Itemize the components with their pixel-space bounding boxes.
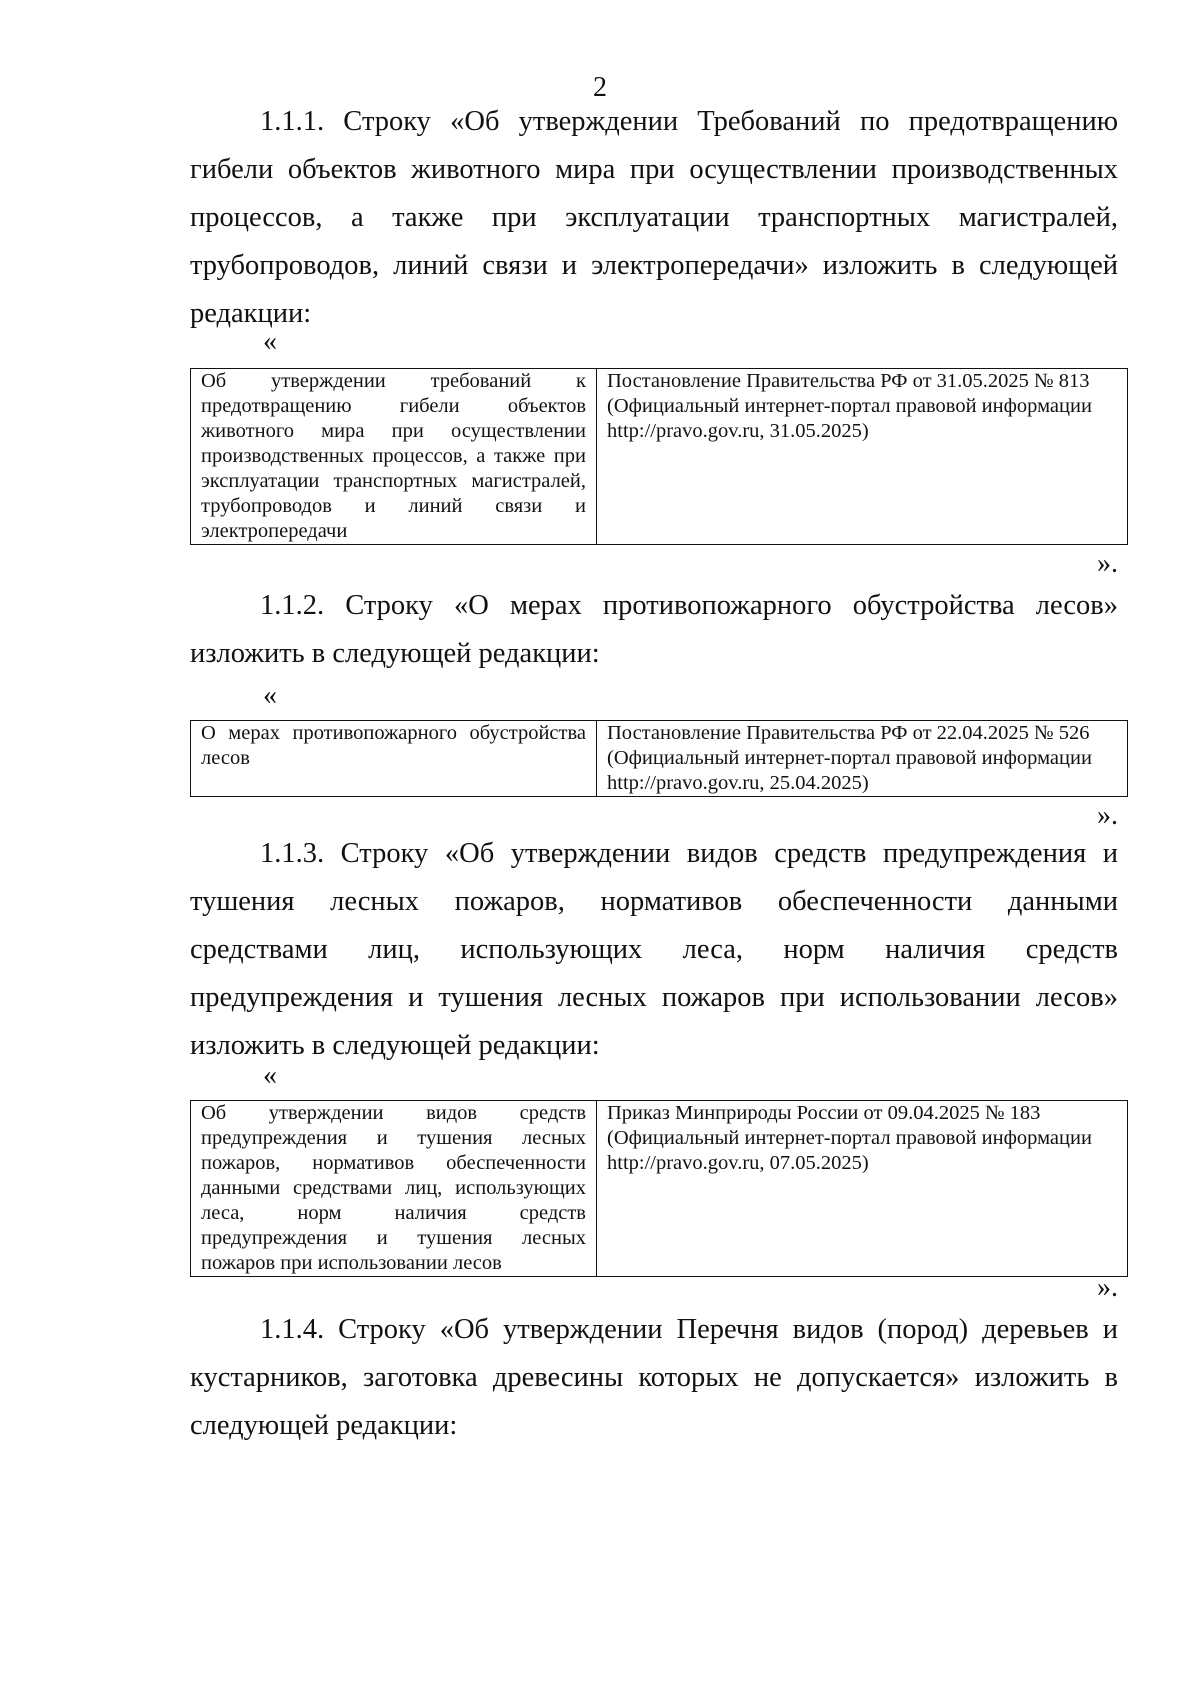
page-number: 2 (593, 72, 607, 103)
table-cell-source: Постановление Правительства РФ от 22.04.2025 № 526 (Официальный интернет-портал правовой информации http://pravo.gov.ru, 25.04.2025) (597, 721, 1128, 797)
amendment-table-2 (190, 720, 1128, 797)
table-row (191, 1101, 1128, 1277)
table-row (191, 369, 1128, 545)
opening-quote: « (263, 326, 277, 357)
table-cell-title: Об утверждении видов средств предупреждения и тушения лесных пожаров, нормативов обеспеченности данными средствами лиц, использующих леса, норм наличия средств предупреждения и тушения лесных пожаров при использовании лесов (191, 1101, 597, 1277)
clause-text: 1.1.3. Строку «Об утверждении видов средств предупреждения и тушения лесных пожаров, нормативов обеспеченности данными средствами лиц, использующих леса, норм наличия средств предупреждения и тушения лесных пожаров при использовании лесов» изложить в следующей редакции: (190, 838, 1118, 1061)
clause-text: 1.1.2. Строку «О мерах противопожарного обустройства лесов» изложить в следующей редакции: (190, 590, 1118, 669)
clause-1-1-1 (190, 98, 1118, 338)
opening-quote: « (263, 680, 277, 711)
closing-quote: ». (1097, 800, 1118, 831)
opening-quote: « (263, 1060, 277, 1091)
table-cell-source: Приказ Минприроды России от 09.04.2025 № 183 (Официальный интернет-портал правовой информации http://pravo.gov.ru, 07.05.2025) (597, 1101, 1128, 1277)
clause-1-1-4 (190, 1306, 1118, 1450)
closing-quote: ». (1097, 548, 1118, 579)
clause-text: 1.1.4. Строку «Об утверждении Перечня видов (пород) деревьев и кустарников, заготовка древесины которых не допускается» изложить в следующей редакции: (190, 1314, 1118, 1441)
table-cell-source: Постановление Правительства РФ от 31.05.2025 № 813 (Официальный интернет-портал правовой информации http://pravo.gov.ru, 31.05.2025) (597, 369, 1128, 545)
amendment-table-3 (190, 1100, 1128, 1277)
closing-quote: ». (1097, 1272, 1118, 1303)
table-row (191, 721, 1128, 797)
table-cell-title: О мерах противопожарного обустройства лесов (191, 721, 597, 797)
clause-text: 1.1.1. Строку «Об утверждении Требований по предотвращению гибели объектов животного мира при осуществлении производственных процессов, а также при эксплуатации транспортных магистралей, трубопроводов, линий связи и электропередачи» изложить в следующей редакции: (190, 106, 1118, 329)
clause-1-1-2 (190, 582, 1118, 678)
amendment-table-1 (190, 368, 1128, 545)
clause-1-1-3 (190, 830, 1118, 1070)
table-cell-title: Об утверждении требований к предотвращению гибели объектов животного мира при осуществлении производственных процессов, а также при эксплуатации транспортных магистралей, трубопроводов и линий связи и электропередачи (191, 369, 597, 545)
